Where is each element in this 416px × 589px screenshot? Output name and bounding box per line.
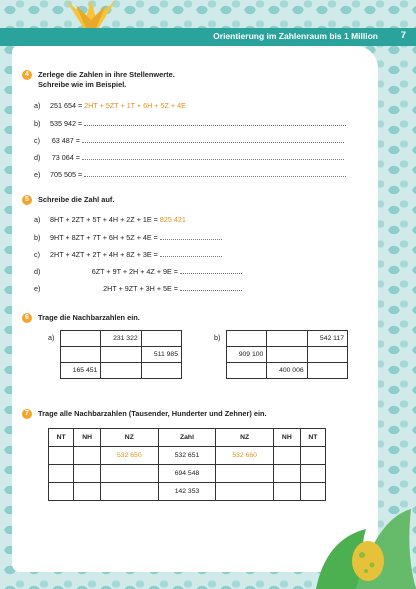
example-answer: 825 421 <box>159 215 186 224</box>
task-number-badge: 7 <box>22 409 32 419</box>
neighbor-number-table <box>48 428 326 501</box>
chapter-title: Orientierung im Zahlenraum bis 1 Million <box>213 31 378 41</box>
dinosaur-egg-leaf-icon <box>306 499 416 589</box>
page-number: 7 <box>400 30 406 41</box>
task-number-badge: 4 <box>22 70 32 80</box>
neighbor-table-b: 542 117 909 100 400 006 <box>226 330 348 379</box>
task-4-row-c: c) 63 487 = <box>34 135 344 145</box>
task-number-badge: 5 <box>22 195 32 205</box>
task-4-instruction-1: Zerlege die Zahlen in ihre Stellenwerte. <box>38 70 175 79</box>
answer-line[interactable] <box>82 152 344 160</box>
task-6-instruction: Trage die Nachbarzahlen ein. <box>38 313 140 322</box>
example-answer: 2HT + 5ZT + 1T + 6H + 5Z + 4E <box>84 101 186 110</box>
table-row: 142 353 <box>49 483 326 501</box>
table-row: 532 650 532 651 532 660 <box>49 447 326 465</box>
task-5-instruction: Schreibe die Zahl auf. <box>38 195 115 204</box>
task-7-instruction: Trage alle Nachbarzahlen (Tausender, Hunderter und Zehner) ein. <box>38 409 267 418</box>
task-4-row-e: e) 705 505 = <box>34 169 346 179</box>
task-number-badge: 6 <box>22 313 32 323</box>
task-4-row-b: b) 535 942 = <box>34 118 346 128</box>
page-header <box>0 28 416 46</box>
task-5-row-b: b) 9HT + 8ZT + 7T + 6H + 5Z + 4E = <box>34 232 222 242</box>
task-6-heading <box>22 313 140 323</box>
answer-line[interactable] <box>160 249 222 257</box>
answer-line[interactable] <box>82 135 344 143</box>
task-4-row-a: a) 251 654 = 2HT + 5ZT + 1T + 6H + 5Z + 4E <box>34 101 186 110</box>
table-row: 694 548 <box>49 465 326 483</box>
table-a-label: a) <box>48 333 55 342</box>
task-5-row-a: a) 8HT + 2ZT + 5T + 4H + 2Z + 1E = 825 421 <box>34 215 186 224</box>
answer-line[interactable] <box>84 118 346 126</box>
task-5-heading <box>22 195 114 205</box>
neighbor-table-a: 231 322 511 985 165 451 <box>60 330 182 379</box>
table-b-label: b) <box>214 333 221 342</box>
answer-line[interactable] <box>84 169 346 177</box>
task-5-row-c: c) 2HT + 4ZT + 2T + 4H + 8Z + 3E = <box>34 249 222 259</box>
task-5-row-d: d) 6ZT + 9T + 2H + 4Z + 9E = <box>34 266 242 276</box>
answer-line[interactable] <box>160 232 222 240</box>
task-5-row-e: e) 2HT + 9ZT + 3H + 5E = <box>34 283 242 293</box>
task-4-row-d: d) 73 064 = <box>34 152 344 162</box>
table-header-row: NT NH NZ Zahl NZ NH NT <box>49 429 326 447</box>
task-4-heading <box>22 70 175 90</box>
answer-line[interactable] <box>180 283 242 291</box>
task-4-instruction-2: Schreibe wie im Beispiel. <box>38 80 127 89</box>
task-7-heading <box>22 409 267 419</box>
answer-line[interactable] <box>180 266 242 274</box>
